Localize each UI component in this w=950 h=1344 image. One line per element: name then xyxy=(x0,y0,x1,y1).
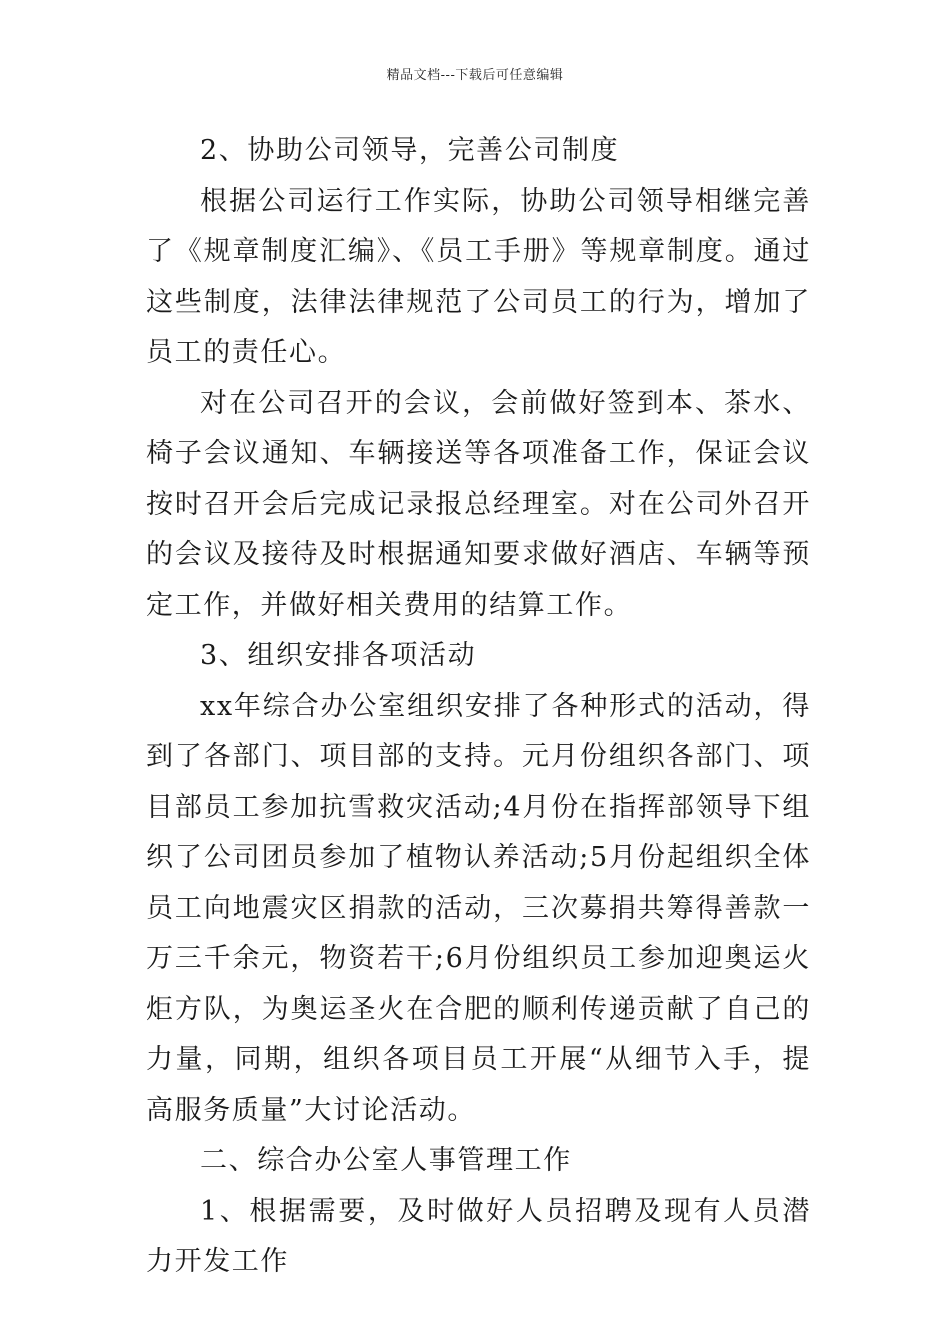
section-heading: 3、组织安排各项活动 xyxy=(200,640,477,671)
page-header: 精品文档---下载后可任意编辑 xyxy=(386,68,564,83)
body-paragraph: 对在公司召开的会议，会前做好签到本、茶水、椅子会议通知、车辆接送等各项准备工作，保证会议按时召开会后完成记录报总经理室。对在公司外召开的会议及接待及时根据通知要求做好酒店、车辆等预定工作，并做好相关费用的结算工作。 xyxy=(146,387,811,621)
section-heading: 2、协助公司领导，完善公司制度 xyxy=(200,135,620,166)
document-body xyxy=(146,126,811,1288)
body-paragraph: 1、根据需要，及时做好人员招聘及现有人员潜力开发工作 xyxy=(146,1195,811,1277)
section-heading: 二、综合办公室人事管理工作 xyxy=(200,1145,572,1176)
body-paragraph: 根据公司运行工作实际，协助公司领导相继完善了《规章制度汇编》、《员工手册》等规章制度。通过这些制度，法律法律规范了公司员工的行为，增加了员工的责任心。 xyxy=(146,185,811,368)
body-paragraph: xx年综合办公室组织安排了各种形式的活动，得到了各部门、项目部的支持。元月份组织各部门、项目部员工参加抗雪救灾活动;4月份在指挥部领导下组织了公司团员参加了植物认养活动;5月份起组织全体员工向地震灾区捐款的活动，三次募捐共筹得善款一万三千余元，物资若干;6月份组织员工参加迎奥运火炬方队，为奥运圣火在合肥的顺利传递贡献了自己的力量，同期，组织各项目员工开展“从细节入手，提高服务质量”大讨论活动。 xyxy=(146,690,811,1126)
